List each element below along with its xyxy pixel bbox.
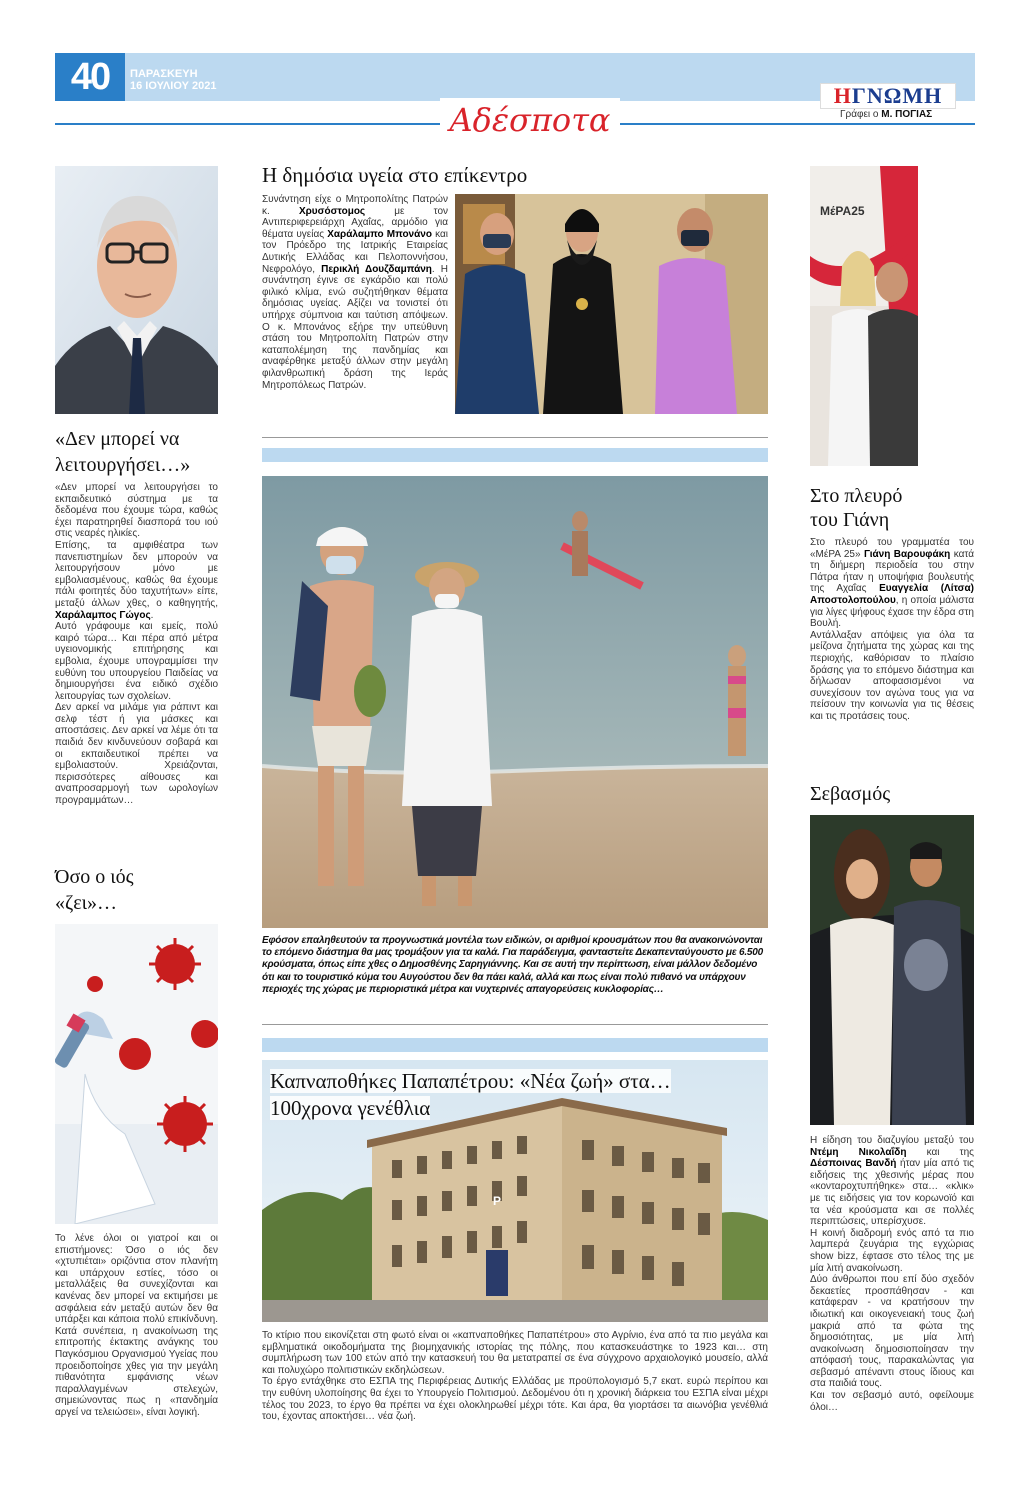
meeting-image (455, 194, 768, 414)
newspaper-logo[interactable] (820, 83, 956, 109)
right-top-n2: Ευαγγελία (Λίτσα) Αποστολοπούλου (810, 583, 975, 606)
right-bottom-p3: Δύο άνθρωποι που επί δύο σχεδόν δεκαετίες προσπάθησαν - και κατάφεραν - να κρατήσουν την ιδιωτική και οικογενειακή τους ζωή μακριά από τα φώτα της δημοσιότητας, με μία λιτή ανακοίνωση δημοσιοποίησαν την απόφασή τους, παρακαλώντας για σεβασμό απέναντι στους ίδιους και στα παιδιά τους. (810, 1274, 974, 1390)
right-bottom-t3: ήταν μία από τις ειδήσεις της χθεσινής μέρας που «κονταροχτυπήθηκε» στα… «κλικ» με τις ειδήσεις για τον κορωνοϊό και τα νέα κρούσματα και σε πολλές περιπτώσεις, υπερίσχυσε. (810, 1158, 974, 1228)
center-bottom-p2: Το έργο εντάχθηκε στο ΕΣΠΑ της Περιφέρειας Δυτικής Ελλάδας με προϋπολογισμό 5,7 εκατ. ευρώ περίπου και την ευθύνη υλοποίησης θα έχει το Υπουργείο Πολιτισμού. Δεδομένου ότι η χρονική διάρκεια του ΕΣΠΑ είναι μέχρι τέλος του 2023, το έργο θα πρέπει να έχει ολοκληρωθεί μέχρι τότε. Και άρα, θα γιορτάσει τα αιωνόβια γενέθλιά του, έχοντας αποκτήσει… νέα ζωή. (262, 1376, 768, 1423)
center-top-t2: με τον Αντιπεριφερειάρχη Αχαΐας, αρμόδιο για θέματα υγείας (262, 205, 449, 240)
center-top-n2: Χαράλαμπο Μπονάνο (327, 228, 432, 240)
beach-photo (262, 476, 768, 928)
center-top-t3: και τον Πρόεδρο της Ιατρικής Εταιρείας Δυτικής Ελλάδας και Πελοποννήσου, Νεφρολόγο, (262, 228, 448, 275)
right-bottom-n1: Ντέμη Νικολαΐδη (810, 1146, 907, 1158)
virus-photo (55, 924, 218, 1224)
virus-image (55, 924, 218, 1224)
right-top-n1: Γιάνη Βαρουφάκη (864, 548, 951, 560)
logo-prefix: Η (833, 83, 852, 108)
divider-2 (262, 1024, 768, 1025)
right-bottom-t1: Η είδηση του διαζυγίου μεταξύ του (810, 1135, 974, 1146)
meeting-photo (455, 194, 768, 414)
right-top-headline-l1: Στο πλευρό (810, 485, 903, 507)
portrait-image (55, 166, 218, 414)
center-top-t4: . Η συνάντηση έγινε σε εγκάρδιο και πολύ φιλικό κλίμα, ενώ συζητήθηκαν θέματα δημόσιας υγείας. Αξίζει να τονιστεί ότι υπήρχε σύμπνοια και ταύτιση απόψεων. Ο κ. Μπονάνος εξήρε την υπεύθυνη στάση του Μητροπολίτη Πατρών στην καταπολέμηση της πανδημίας και αναφέρθηκε μεταξύ άλλων στην μεγάλη φιλανθρωπική δράση της Ιεράς Μητροπόλεως Πατρών. (262, 263, 448, 391)
right-top-p2: Αντάλλαξαν απόψεις για όλα τα μείζονα ζητήματα της χώρας και της περιοχής, καθόρισαν το πλαίσιο δράσης για το επόμενο διάστημα και δήλωσαν αποφασισμένοι να συνεχίσουν τον αγώνα τους για να πείσουν την κοινωνία για τις θέσεις και τις προτάσεις τους. (810, 629, 974, 722)
center-top-t1: Συνάντηση είχε ο Μητροπολίτης Πατρών κ. (262, 194, 448, 217)
left-top-p2b: . (150, 609, 154, 621)
center-bottom-headline-l1: Καπναποθήκες Παπαπέτρου: «Νέα ζωή» στα… (270, 1069, 671, 1093)
right-bottom-n2: Δέσποινας Βανδή (810, 1158, 897, 1170)
center-bottom-headline-l2: 100χρονα γενέθλια (270, 1096, 431, 1120)
mera25-label: ΜέΡΑ25 (820, 204, 865, 218)
issue-date-text: 16 ΙΟΥΛΙΟΥ 2021 (130, 80, 217, 92)
stripe-1 (262, 448, 768, 462)
left-top-p3: Αυτό γράφουμε και εμείς, πολύ καιρό τώρα… Και πέρα από μέτρα υγειονομικής επιτήρησης και εμβολια, έχουμε υπογραμμίσει την ευθύνη του υπουργείου Παιδείας να δημιουργήσει ένα ειδικό σχέδιο λειτουργίας των σχολείων. (55, 621, 218, 702)
center-top-article (262, 194, 448, 391)
left-top-headline: «Δεν μπορεί να λειτουργήσει…» (55, 428, 191, 476)
parking-sign: P (492, 1194, 501, 1208)
right-top-t3: , η οποία μάλιστα για λίγες ψήφους έχασε την έδρα στη Βουλή. (810, 594, 974, 630)
left-top-article (55, 482, 218, 807)
right-top-headline-l2: του Γιάνη (810, 509, 890, 531)
center-bottom-p1: Το κτίριο που εικονίζεται στη φωτό είναι οι «καπναποθήκες Παπαπέτρου» στο Αγρίνιο, ένα από τα πιο μεγάλα και εμβληματικά οικοδομήματα της βιομηχανικής ιστορίας της πόλης, που κατασκευάστηκε το 1923 και… στη συμπλήρωση των 100 ετών από την κατασκευή του θα μετατραπεί σε ένα σύγχρονο αρχαιολογικό μουσείο, αλλά και πολυχώρο πολιτιστικών εκδηλώσεων. (262, 1330, 768, 1376)
issue-date (130, 68, 216, 92)
right-bottom-p4: Και τον σεβασμό αυτό, οφείλουμε όλοι… (810, 1390, 974, 1413)
issue-day: ΠΑΡΑΣΚΕΥΗ (130, 68, 198, 80)
beach-caption: Εφόσον επαληθευτούν τα προγνωστικά μοντέλα των ειδικών, οι αριθμοί κρουσμάτων που θα ανακοινώνονται το επόμενο διάστημα θα μας τρομάξουν για τα καλά. Για παράδειγμα, φανταστείτε Δεκαπενταύγουστο με 6.500 κρούσματα, όπως είπε χθες ο Δημοσθένης Σαρηγιάννης. Και σε αυτή την περίπτωση, είναι μάλλον δεδομένο ότι και το τουριστικό κύμα του Αυγούστου δεν θα πάει καλά, αλλά και πως είναι πολύ πιθανό να υπάρχουν περιοχές της χώρας με περιοριστικά μέτρα και νυχτερινές απαγορεύσεις κυκλοφορίας… (262, 935, 764, 995)
right-top-t1: Στο πλευρό του γραμματέα του «ΜέΡΑ 25» (810, 537, 974, 560)
byline (840, 109, 932, 120)
stripe-2 (262, 1038, 768, 1052)
logo-main: ΓΝΩΜΗ (851, 83, 943, 108)
page-number: 40 (55, 53, 125, 101)
beach-image (262, 476, 768, 928)
right-top-headline (810, 484, 970, 532)
right-bottom-t2: και της (926, 1146, 974, 1158)
portrait-photo (55, 166, 218, 414)
right-top-p1 (810, 537, 974, 630)
left-top-p2-name: Χαράλαμπος Γώγος (55, 609, 151, 621)
left-top-p2 (55, 540, 218, 621)
couple-photo (810, 815, 974, 1125)
left-top-p2a: Επίσης, τα αμφιθέατρα των πανεπιστημίων δεν μπορούν να λειτουργήσουν μόνο με εμβολιασμένους, καθώς θα έχουμε πάλι φοιτητές δύο ταχυτήτων» είπε, μεταξύ άλλων χθες, ο καθηγητής, (55, 539, 218, 609)
left-bottom-headline: Όσο ο ιός «ζει»… (55, 866, 134, 914)
right-top-t2: κατά τη διήμερη περιοδεία του στην Πάτρα ήταν η υποψήφια βουλευτής της Αχαΐας (810, 548, 975, 595)
right-bottom-p1 (810, 1135, 974, 1228)
left-top-p4: Δεν αρκεί να μιλάμε για ράπιντ και σελφ τέστ ή για μάσκες και αποστάσεις. Δεν αρκεί να λέμε ότι τα παιδιά δεν κινδυνεύουν σοβαρά και οι εκπαιδευτικοί πρέπει να εμβολιαστούν. Χρειάζονται, περισσότερες αίθουσες και αναπροσαρμογή των ωρολογίων προγραμμάτων… (55, 702, 218, 807)
mera25-photo (810, 166, 918, 466)
right-bottom-headline: Σεβασμός (810, 783, 891, 805)
center-bottom-headline (270, 1068, 760, 1122)
byline-author: Μ. ΠΟΓΙΑΣ (881, 109, 933, 120)
right-bottom-article (810, 1135, 974, 1413)
left-top-p1: «Δεν μπορεί να λειτουργήσει το εκπαιδευτικό σύστημα με τα δεδομένα που έχουμε τώρα, καθώς έχει παρατηρηθεί διασπορά του ιού στις νεαρές ηλικίες. (55, 482, 218, 540)
divider-1 (262, 437, 768, 438)
couple-image (810, 815, 974, 1125)
left-bottom-article: Το λένε όλοι οι γιατροί και οι επιστήμονες: Όσο ο ιός δεν «χτυπιέται» οριζόντια στον πλανήτη και υπάρχουν εστίες, τόσο οι μεταλλάξεις θα συνεχίζονται και κανένας δεν μπορεί να εκτιμήσει με ασφάλεια εάν μεταξύ αυτών δεν θα υπάρξει και κάποια πολύ επικίνδυνη. Κατά συνέπεια, η ανακοίνωση της επιτροπής έκτακτης ανάγκης του Παγκόσμιου Οργανισμού Υγείας που προειδοποίησε χθες για την μεγάλη πιθανότητα εμφάνισης νέων παραλλαγμένων στελεχών, σημειώνοντας πως η «πανδημία αργεί να τελειώσει», είναι λογική. (55, 1233, 218, 1418)
center-top-n1: Χρυσόστομος (298, 205, 366, 217)
right-top-article (810, 537, 974, 723)
center-bottom-article (262, 1330, 768, 1423)
center-top-headline: Η δημόσια υγεία στο επίκεντρο (262, 163, 528, 187)
section-title: Αδέσποτα (440, 98, 620, 142)
right-bottom-p2: Η κοινή διαδρομή ενός από τα πιο λαμπερά ζευγάρια της εγχώριας show bizz, έφτασε στο τέλος της με μία λιτή ανακοίνωση. (810, 1227, 974, 1274)
center-top-n3: Περικλή Δουζδαμπάνη (321, 263, 432, 275)
byline-prefix: Γράφει ο (840, 109, 879, 120)
